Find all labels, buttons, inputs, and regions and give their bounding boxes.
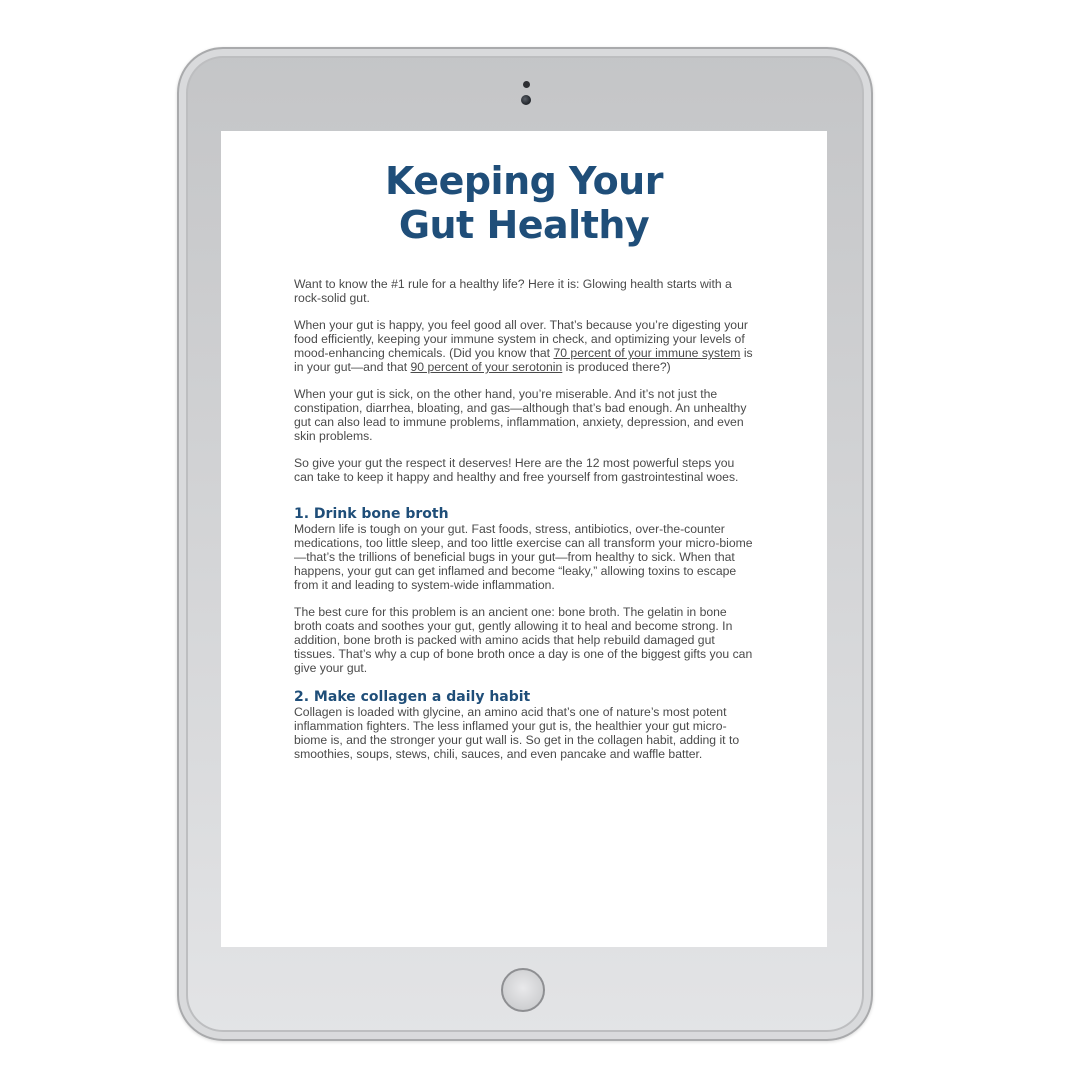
section-2-heading: 2. Make collagen a daily habit: [294, 689, 531, 705]
intro-paragraph-1: Want to know the #1 rule for a healthy life? Here it is: Glowing health starts with a rock-solid gut.: [294, 277, 732, 305]
intro-paragraph-2-text-c: is produced there?): [562, 360, 671, 374]
intro-paragraph-2: [294, 318, 756, 374]
camera-icon: [521, 95, 531, 105]
page-title: [221, 159, 827, 247]
sensor-icon: [523, 81, 530, 88]
intro-paragraph-2-text-a: When your gut is happy, you feel good all over. That’s because you’re digesting your food efficiently, keeping your immune system in check, and optimizing your levels of mood-enhancing chemicals. (Did you know that: [294, 318, 748, 360]
tablet-device: [177, 47, 873, 1041]
article-body: [294, 277, 756, 774]
section-1-heading: 1. Drink bone broth: [294, 506, 449, 522]
intro-paragraph-3: When your gut is sick, on the other hand, you’re miserable. And it’s not just the constipation, diarrhea, bloating, and gas—although that’s bad enough. An unhealthy gut can also lead to immune problems, inflammation, anxiety, depression, and even skin problems.: [294, 387, 747, 443]
intro-paragraph-2-text-b: is in your gut—and that: [294, 346, 753, 374]
title-line-1: Keeping Your: [385, 159, 663, 203]
section-1-paragraph-1: Modern life is tough on your gut. Fast foods, stress, antibiotics, over-the-counter medications, too little sleep, and too little exercise can all transform your micro-biome—that’s the trillions of beneficial bugs in your gut—from healthy to sick. When that happens, your gut can get inflamed and become “leaky,” allowing toxins to escape from it and leading to system-wide inflammation.: [294, 522, 753, 592]
section-2-paragraph-1: Collagen is loaded with glycine, an amino acid that’s one of nature’s most potent inflammation fighters. The less inflamed your gut is, the healthier your gut micro-biome is, and the stronger your gut wall is. So get in the collagen habit, adding it to smoothies, soups, stews, chili, sauces, and even pancake and waffle batter.: [294, 705, 740, 761]
home-button[interactable]: [501, 968, 545, 1012]
immune-system-link[interactable]: 70 percent of your immune system: [553, 346, 741, 360]
section-1-paragraph-2: The best cure for this problem is an ancient one: bone broth. The gelatin in bone broth coats and soothes your gut, gently allowing it to heal and become strong. In addition, bone broth is packed with amino acids that help rebuild damaged gut tissues. That’s why a cup of bone broth once a day is one of the biggest gifts you can give your gut.: [294, 605, 753, 675]
title-line-2: Gut Healthy: [398, 203, 650, 247]
intro-paragraph-4: So give your gut the respect it deserves! Here are the 12 most powerful steps you can take to keep it happy and healthy and free yourself from gastrointestinal woes.: [294, 456, 739, 484]
serotonin-link[interactable]: 90 percent of your serotonin: [410, 360, 563, 374]
tablet-screen: [221, 131, 827, 947]
